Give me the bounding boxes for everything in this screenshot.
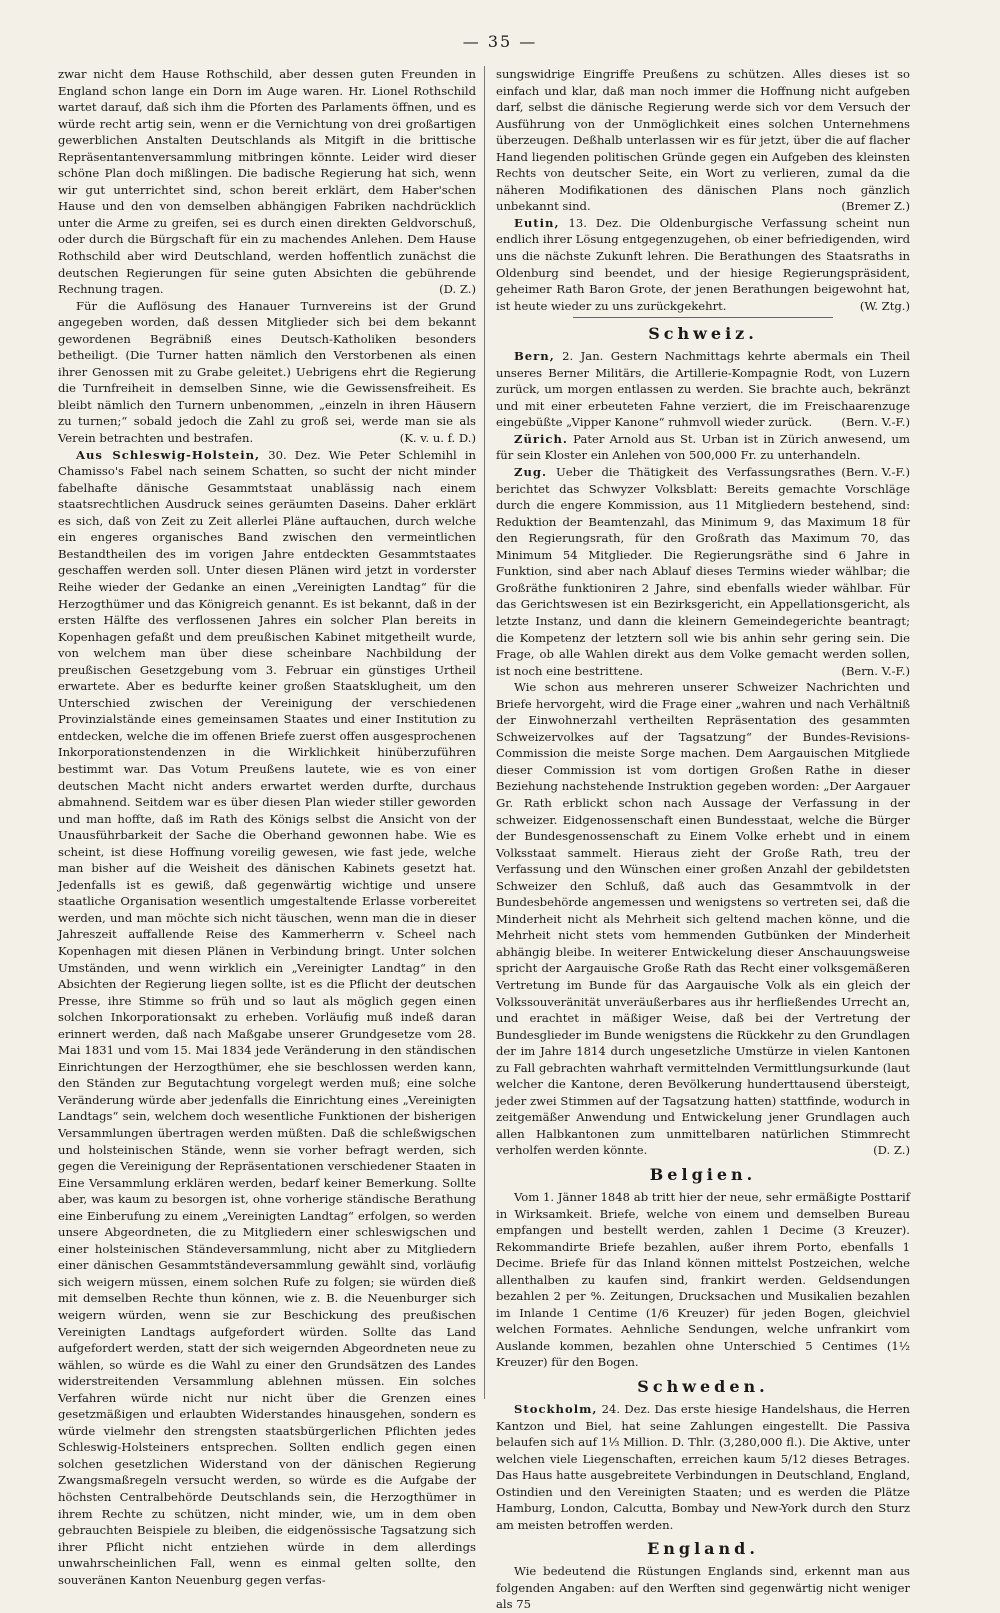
article-rothschild — [58, 66, 476, 298]
source-credit: (Bern. V.-F.) — [841, 663, 910, 678]
dateline-place: Bern, — [514, 349, 555, 364]
section-heading-belgien: Belgien. — [649, 1165, 757, 1184]
article-hanau-text: Für die Auflösung des Hanauer Turnvereins ist der Grund angegeben worden, daß dessen Mitglieder sich bei dem bekannt gewordenen Begräbniß eines Deutsch-Katholiken besonders betheiligt. (Die Turner hatten nämlich den Verstorbenen als einen ihrer Genossen mit zu Grabe geleitet.) Uebrigens ehrt die Regierung die Turnfreiheit in demselben Sinne, wie die Gewissensfreiheit. Es bleibt nämlich den Turnern unbenommen, „einzeln in ihren Häusern zu turnen;“ sobald jedoch die Zahl zu groß sei, werde man sie als Verein betrachten und bestrafen. — [58, 298, 476, 446]
article-eutin — [496, 215, 910, 314]
source-credit: (D. Z.) — [873, 1143, 910, 1158]
source-credit: (D. Z.) — [439, 282, 476, 297]
article-zug-text: Ueber die Thätigkeit des Verfassungsrathes berichtet das Schwyzer Volksblatt: Bereits gemachte Vorschläge durch die engere Kommission, aus 11 Mitgliedern bestehend, sind: Reduktion der Beamtenzahl, das Minimum 9, das Maximum 18 für den Regierungsrath, für den Großrath das Maximum 70, das Minimum 54 Mitglieder. Die Regierungsräthe sind 6 Jahre in Funktion, sind aber nach Ablauf dieses Termins wieder wählbar; die Großräthe funktioniren 2 Jahre, sind ebenfalls wieder wählbar. Für das Gerichtswesen ist ein Bezirksgericht, ein Appellationsgericht, als letzte Instanz, und dann die kleinern Gemeindegerichte beantragt; die Kompetenz der letztern soll wie bis anhin sehr gering sein. Die Frage, ob alle Wahlen direkt aus dem Volke gemacht werden sollen, ist noch eine bestrittene. — [496, 465, 910, 678]
dateline-place: Stockholm, — [514, 1402, 598, 1417]
dateline-place: Aus Schleswig-Holstein, — [76, 447, 261, 462]
article-schleswig-text: 30. Dez. Wie Peter Schlemihl in Chamisso's Fabel nach seinem Schatten, so sucht der nicht minder fabelhafte dänische Gesammtstaat unablässig nach einem staatsrechtlichen Ausdruck seines geräumten Daseins. Daher erklärt es sich, daß von Zeit zu Zeit allerlei Pläne auftauchen, durch welche ein engeres organisches Band zwischen den vermeintlichen Bestandtheilen des im vorigen Jahre entdeckten Gesammtstaates geschaffen werden soll. Unter diesen Plänen wird jetzt in vorderster Reihe wieder der Gedanke an einen „Vereinigten Landtag“ für die Herzogthümer und das Königreich genannt. Es ist bekannt, daß in der ersten Hälfte des verflossenen Jahres ein solcher Plan bereits in Kopenhagen gefaßt und dem preußischen Kabinet mitgetheilt wurde, von welchem man über diese scheinbare Nachbildung der preußischen Gesetzgebung vom 3. Februar ein günstiges Urtheil erwartete. Aber es bedurfte keiner großen Staatsklugheit, um den Unterschied zwischen der Vereinigung der verschiedenen Provinzialstände eines gemeinsamen Staates und einer Institution zu entdecken, welche die im offenen Briefe zuerst offen ausgesprochenen Inkorporationstendenzen in die Wirklichkeit hinüberzuführen bestimmt war. Das Votum Preußens lautete, wie es von einer deutschen Macht nicht anders erwartet werden durfte, durchaus abmahnend. Seitdem war es über diesen Plan wieder stiller geworden und man hoffte, daß im Rath des Königs selbst die Ansicht von der Unausführbarkeit der Sache die Oberhand gewonnen habe. Wie es scheint, ist diese Hoffnung voreilig gewesen, wie fast jede, welche man bisher auf die Weisheit des dänischen Kabinets gesetzt hat. Jedenfalls ist es gewiß, daß gegenwärtig wichtige und unsere staatliche Organisation wesentlich umgestaltende Erlasse vorbereitet werden, und man möchte sich nicht täuschen, wenn man die in dieser Jahreszeit auffallende Reise des Kammerherrn v. Scheel nach Kopenhagen mit diesen Plänen in Verbindung bringt. Unter solchen Umständen, und wenn wirklich ein „Vereinigter Landtag“ in den Absichten der Regierung liegen sollte, ist es die Pflicht der deutschen Presse, ihre Stimme so früh und so laut als möglich gegen einen solchen Inkorporationsakt zu erheben. Vorläufig muß indeß daran erinnert werden, daß nach Maßgabe unserer Grundgesetze vom 28. Mai 1831 und vom 15. Mai 1834 jede Veränderung in den ständischen Einrichtungen der Herzogthümer, ehe sie beschlossen werden kann, den Ständen zur Begutachtung vorgelegt werden muß; eine solche Veränderung würde aber jedenfalls die Einrichtung eines „Vereinigten Landtags“ sein, welchem doch wesentliche Funktionen der bisherigen Versammlungen übertragen werden müßten. Daß die schleßwigschen und holsteinischen Stände, wenn sie vorher befragt werden, sich gegen die Vereinigung der Repräsentationen verschiedener Staaten in Eine Versammlung erklären werden, bedarf keiner Bemerkung. Sollte aber, was kaum zu besorgen ist, ohne vorherige ständische Berathung eine Einberufung zu einem „Vereinigten Landtag“ erfolgen, so werden unsere Abgeordneten, die zu Mitgliedern einer schleswigschen und einer holsteinischen Ständeversammlung, nicht aber zu Mitgliedern einer dänischen Gesammtständeversammlung gewählt sind, vorläufig sich weigern müssen, einem solchen Rufe zu folgen; sie würden dieß mit demselben Rechte thun können, wie z. B. die Neuenburger sich weigern würden, wenn sie zur Beschickung des preußischen Vereinigten Landtags aufgefordert würden. Sollte das Land aufgefordert werden, statt der sich weigernden Abgeordneten neue zu wählen, so würde es die Wahl zu einer den Grundsätzen des Landes widerstreitenden Versammlung ablehnen müssen. Ein solches Verfahren würde nicht nur nicht über die Grenzen eines gesetzmäßigen und erlaubten Widerstandes hinausgehen, sondern es würde vielmehr den strengsten staatsbürgerlichen Pflichten jedes Schleswig-Holsteiners entsprechen. Sollten endlich gegen einen solchen gesetzlichen Widerstand von der dänischen Regierung Zwangsmaßregeln versucht werden, so würde es die Aufgabe der höchsten Centralbehörde Deutschlands sein, die Herzogthümer in ihrem Rechte zu schützen, nicht minder, wie, um in dem oben gebrauchten Beispiele zu bleiben, die eidgenössische Tagsatzung sich ihrer Pflicht nicht entziehen würde in dem allerdings unwahrscheinlichen Fall, wenn es einmal gelten sollte, den souveränen Kanton Neuenburg gegen verfas- — [58, 447, 477, 1587]
right-column — [496, 66, 910, 1612]
article-stockholm-text: 24. Dez. Das erste hiesige Handelshaus, die Herren Kantzon und Biel, hat seine Zahlungen eingestellt. Die Passiva belaufen sich auf 1⅓ Million. D. Thlr. (3,280,000 fl.). Die Aktive, unter welchen viele Liegenschaften, erreichen kaum 5/12 dieses Betrages. Das Haus hatte ausgebreitete Verbindungen in Deutschland, England, Ostindien und den Vereinigten Staaten; und es werden die Plätze Hamburg, London, Calcutta, Bombay und New-York durch den Sturz am meisten betroffen werden. — [496, 1402, 910, 1532]
article-bern-text: 2. Jan. Gestern Nachmittags kehrte abermals ein Theil unseres Berner Militärs, die Artillerie-Kompagnie Rodt, von Luzern zurück, um morgen entlassen zu werden. Sie brachte auch, bekränzt und mit einer erbeuteten Fahne verziert, die im Freischaarenzuge eingebüßte „Vipper Kanone“ ruhmvoll wieder zurück. — [496, 349, 910, 430]
article-bern — [496, 348, 910, 431]
column-divider — [484, 66, 485, 1399]
article-stockholm — [496, 1401, 910, 1533]
source-credit: (W. Ztg.) — [859, 298, 910, 313]
source-credit: (K. v. u. f. D.) — [399, 431, 476, 446]
section-rule — [573, 317, 833, 318]
article-zurich-text: Pater Arnold aus St. Urban ist in Zürich anwesend, um für sein Kloster ein Anlehen von 500,000 Fr. zu unterhandeln. — [496, 431, 910, 463]
page-number: — 35 — — [462, 32, 538, 51]
article-aargau-text: Wie schon aus mehreren unserer Schweizer Nachrichten und Briefe hervorgeht, wird die Frage einer „wahren und nach Verhältniß der Einwohnerzahl vertheilten Repräsentation des gesammten Schweizervolkes auf der Tagsatzung“ der Bundes-Revisions-Commission die meiste Sorge machen. Dem Aargauischen Mitgliede dieser Commission ist vom dortigen Großen Rathe in dieser Beziehung nachstehende Instruktion gegeben worden: „Der Aargauer Gr. Rath erblickt schon nach Aussage der Verfassung in der schweizer. Eidgenossenschaft einen Bundesstaat, welche die Bürger der Bundesgenossenschaft zu Einem Volke erhebt und in einem Volksstaat sammelt. Hieraus zieht der Große Rath, treu der Verfassung und den Wünschen einer großen Anzahl der gebildetsten Schweizer den Schluß, daß auch das Gesammtvolk in der Bundesbehörde angemessen und wenigstens so vertreten sei, daß die Minderheit nicht als Mehrheit sich geltend machen könne, und die Mehrheit nicht stets vom hemmenden Gutbünken der Minderheit abhängig bleibe. In weiterer Entwickelung dieser Anschauungsweise spricht der Aargauische Große Rath das Recht einer volksgemäßeren Vertretung im Bunde für das Aargauische Volk als ein gleich der Volkssouveränität unveräußerbares aus ihr herfließendes Urrecht an, und erachtet in mäßiger Weise, daß bei der Vertretung der Bundesglieder im Bunde wenigstens die Rückkehr zu den Grundlagen der im Jahre 1814 durch ungesetzliche Umstürze in vielen Kantonen zu Fall gebrachten wahrhaft vermittelnden Vermittlungsurkunde (laut welcher die Kantone, deren Bevölkerung hunderttausend übersteigt, jeder zwei Stimmen auf der Tagsatzung hatten) stattfinde, wodurch in zeitgemäßer Anwendung und Entwickelung jener Grundlagen auch allen Halbkantonen zum unmittelbaren natürlichen Stimmrecht verholfen werden könnte. — [496, 680, 910, 1158]
article-belgien — [496, 1189, 910, 1371]
article-schleswig-holstein — [58, 447, 476, 1589]
dateline-place: Eutin, — [514, 215, 560, 230]
source-credit: (Bremer Z.) — [841, 199, 910, 214]
dateline-place: Zürich. — [514, 431, 568, 446]
article-continuation — [496, 66, 910, 215]
left-column — [58, 66, 477, 1587]
article-hanau-turnverein — [58, 298, 476, 447]
dateline-place: Zug. — [514, 465, 548, 480]
section-heading-england: England. — [647, 1539, 759, 1559]
source-credit: (Bern. V.-F.) — [841, 465, 910, 480]
article-eutin-text: 13. Dez. Die Oldenburgische Verfassung scheint nun endlich ihrer Lösung entgegenzugehen, ob einer befriedigenden, wird uns die nächste Zukunft lehren. Die Berathungen des Staatsraths in Oldenburg sind beendet, und der hiesige Regierungspräsident, geheimer Rath Baron Grote, der jenen Berathungen beigewohnt hat, ist heute wieder zu uns zurückgekehrt. — [496, 215, 910, 313]
article-zug — [496, 464, 910, 679]
article-belgien-text: Vom 1. Jänner 1848 ab tritt hier der neue, sehr ermäßigte Posttarif in Wirksamkeit. Briefe, welche von einem und demselben Bureau empfangen und bestellt werden, zahlen 1 Decime (3 Kreuzer). Rekommandirte Briefe bezahlen, außer ihrem Porto, ebenfalls 1 Decime. Briefe für das Inland können mittelst Postzeichen, welche allenthalben zu kaufen sind, frankirt werden. Geldsendungen bezahlen 2 per %. Zeitungen, Drucksachen und Musikalien bezahlen im Inlande 1 Centime (1/6 Kreuzer) für jeden Bogen, gleichviel welchen Formates. Aehnliche Sendungen, welche unfrankirt vom Auslande kommen, bezahlen ohne Unterschied 5 Centimes (1½ Kreuzer) für den Bogen. — [496, 1190, 910, 1370]
article-england-text: Wie bedeutend die Rüstungen Englands sind, erkennt man aus folgenden Angaben: auf den Werften sind gegenwärtig nicht weniger als 75 — [496, 1564, 910, 1612]
section-heading-schweden: Schweden. — [637, 1377, 769, 1397]
section-heading-schweiz: Schweiz. — [648, 324, 758, 344]
article-continuation-text: sungswidrige Eingriffe Preußens zu schützen. Alles dieses ist so einfach und klar, daß man noch immer die Hoffnung nicht aufgeben darf, selbst die dänische Regierung werde sich vor dem Versuch der Ausführung von der Unmöglichkeit eines solchen Unternehmens überzeugen. Deßhalb unterlassen wir es für jetzt, über die auf flacher Hand liegenden politischen Gründe gegen ein Aufgeben des kleinsten Rechts von deutscher Seite, ein Wort zu verlieren, zumal da die näheren Modifikationen des dänischen Plans noch gänzlich unbekannt sind. — [496, 67, 910, 214]
source-credit: (Bern. V.-F.) — [841, 415, 910, 430]
article-aargau — [496, 679, 910, 1159]
article-england — [496, 1563, 910, 1613]
article-rothschild-text: zwar nicht dem Hause Rothschild, aber dessen guten Freunden in England schon lange ein Dorn im Auge waren. Hr. Lionel Rothschild wartet darauf, daß sich ihm die Pforten des Parlaments öffnen, und es würde recht artig sein, wenn er die Vernichtung von drei großartigen gewerblichen Anstalten Deutschlands als Mitgift in die brittische Repräsentantenversammlung mitbringen könnte. Leider wird dieser schöne Plan doch mißlingen. Die badische Regierung hat sich, wenn wir gut unterrichtet sind, schon bereit erklärt, dem Haber'schen Hause und den von demselben abhängigen Fabriken nachdrücklich unter die Arme zu greifen, sei es durch einen direkten Geldvorschuß, oder durch die Bürgschaft für ein zu machendes Anlehen. Dem Hause Rothschild aber wird Deutschland, werden hoffentlich zunächst die deutschen Regierungen für seine guten Absichten die gebührende Rechnung tragen. — [58, 67, 476, 297]
